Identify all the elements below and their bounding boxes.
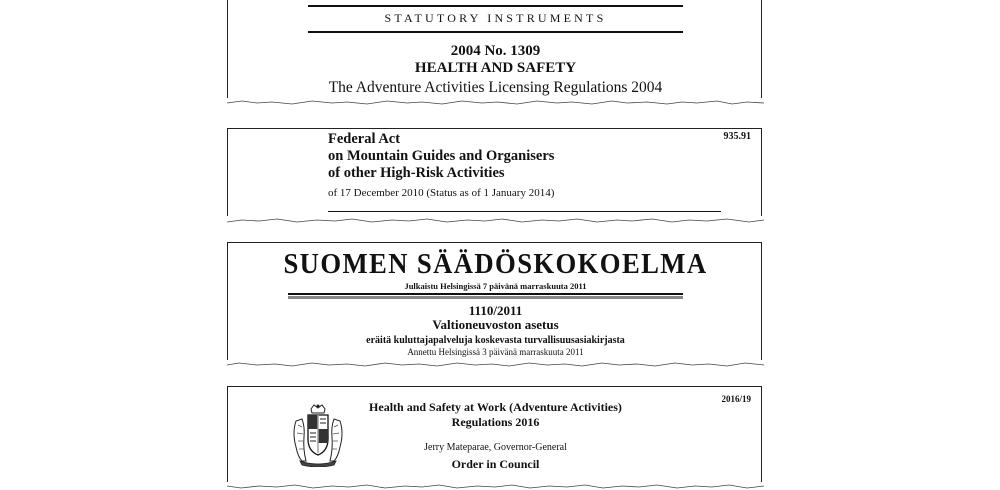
instrument-title: The Adventure Activities Licensing Regulations 2004 [328, 79, 663, 96]
torn-edge [227, 98, 764, 106]
publication-note: Julkaistu Helsingissä 7 päivänä marraskuuta 2011 [404, 281, 587, 291]
heading-rule [308, 31, 683, 33]
bottom-rule [328, 211, 721, 212]
regulation-title [228, 400, 763, 430]
clipping-swiss-federal-act [227, 128, 762, 218]
series-heading: STATUTORY INSTRUMENTS [384, 11, 607, 25]
torn-edge [227, 360, 764, 368]
clipping-uk-statutory-instrument [227, 0, 762, 100]
regulation-code: 2016/19 [721, 394, 751, 404]
masthead-rule [288, 293, 683, 295]
act-code: 935.91 [723, 131, 751, 142]
top-rule [308, 5, 683, 7]
regulation-title-line-1: Health and Safety at Work (Adventure Activities) [369, 400, 622, 414]
act-title-line-3: of other High-Risk Activities [328, 165, 505, 181]
instrument-number: 2004 No. 1309 [450, 43, 541, 59]
decree-topic: eräitä kuluttajapalveluja koskevasta turvallisuusasiakirjasta [366, 335, 625, 346]
torn-edge [227, 216, 764, 224]
act-date: of 17 December 2010 (Status as of 1 January 2014) [328, 187, 555, 199]
instrument-subject: HEALTH AND SAFETY [414, 60, 577, 76]
clipping-finnish-statute [227, 242, 762, 362]
act-title-line-2: on Mountain Guides and Organisers [328, 148, 555, 164]
governor-general: Jerry Mateparae, Governor-General [424, 442, 567, 453]
decree-kind: Valtioneuvoston asetus [432, 317, 559, 332]
act-title-line-1: Federal Act [328, 131, 401, 147]
decree-number: 1110/2011 [468, 303, 523, 318]
regulation-title-line-2: Regulations 2016 [451, 415, 540, 429]
clipping-nz-regulations [227, 386, 762, 484]
decree-given: Annettu Helsingissä 3 päivänä marraskuuta 2011 [407, 347, 584, 357]
masthead-rule-grey [288, 296, 683, 299]
masthead: SUOMEN SÄÄDÖSKOKOELMA [283, 248, 708, 280]
order-in-council: Order in Council [451, 457, 540, 471]
